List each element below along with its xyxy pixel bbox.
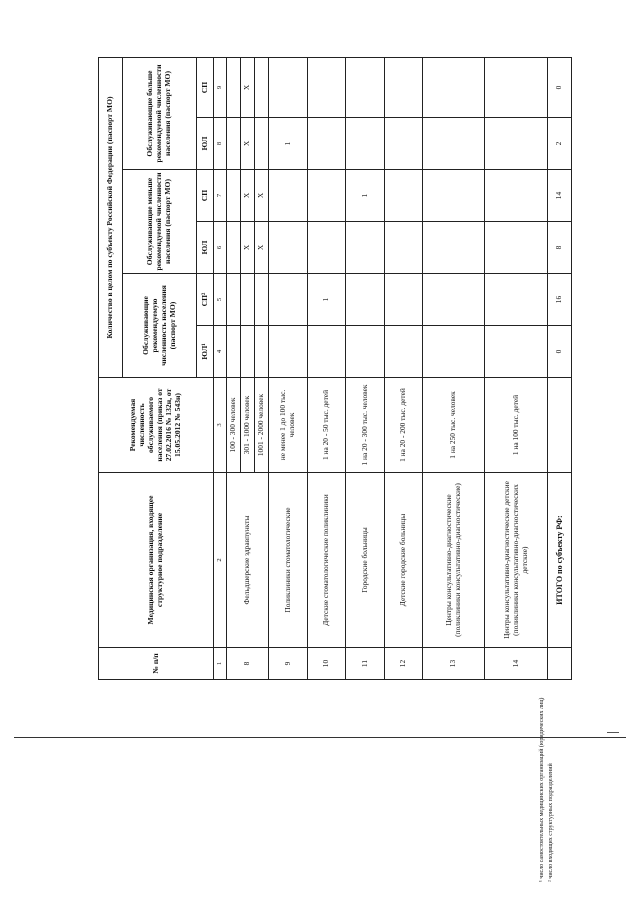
medical-organizations-table (98, 57, 572, 680)
row-norm: 1 на 100 тыс. детей (485, 378, 547, 473)
header-serving-recommended: Обслуживающие рекомендуемую численность населения (паспорт МО) (123, 274, 197, 378)
table-row (269, 58, 307, 680)
total-value: 2 (547, 118, 571, 170)
header-recommended-population: Рекомендуемая численность обслуживаемого населения (приказ от 27.02.2016 № 132н, от 15.05.2012 № 543н) (99, 378, 214, 473)
total-row (547, 58, 571, 680)
row-norm: 1 на 20 - 200 тыс. детей (384, 378, 422, 473)
header-yul: ЮЛ (197, 118, 214, 170)
row-organization: Центры консультативно-диагностические детские (поликлиники консультативно-диагностических детские) (485, 473, 547, 648)
header-total-by-region: Количество в целом по субъекту Российской Федерации (паспорт МО) (99, 58, 123, 378)
total-value: 0 (547, 58, 571, 118)
rotated-table-page (98, 58, 572, 680)
total-label: ИТОГО по субъекту РФ: (547, 473, 571, 648)
row-organization: Детские стоматологические поликлиники (307, 473, 345, 648)
cell-x: X (241, 118, 255, 170)
column-number: 2 (214, 473, 227, 648)
cell-x: X (241, 222, 255, 274)
total-value: 8 (547, 222, 571, 274)
header-sp2: СП² (197, 274, 214, 326)
cell-value: 1 (269, 118, 307, 170)
row-organization: Центры консультативно-диагностические (поликлиники консультативно-диагностические) (423, 473, 485, 648)
table-row (307, 58, 345, 680)
column-number: 5 (214, 274, 227, 326)
column-number: 3 (214, 378, 227, 473)
cell-value: 1 (307, 274, 345, 326)
row-organization: Детские городские больницы (384, 473, 422, 648)
header-sp: СП (197, 170, 214, 222)
row-number: 14 (485, 648, 547, 680)
row-organization: Поликлиники стоматологические (269, 473, 307, 648)
column-number-row (214, 58, 227, 680)
column-number: 9 (214, 58, 227, 118)
row-number: 10 (307, 648, 345, 680)
row-norm: 1 на 250 тыс. человек (423, 378, 485, 473)
header-sp: СП (197, 58, 214, 118)
table-row (227, 58, 241, 680)
total-value: 0 (547, 326, 571, 378)
footnotes (539, 682, 575, 892)
page-separator-line (14, 737, 626, 738)
cell-x: X (241, 170, 255, 222)
column-number: 1 (214, 648, 227, 680)
row-number: 9 (269, 648, 307, 680)
footnote-1: ¹ число самостоятельных медицинских организаций (юридических лиц) (539, 697, 545, 882)
table-row (384, 58, 422, 680)
separator-mark (607, 732, 619, 733)
header-serving-more: Обслуживающие больше рекомендуемой численности населения (паспорт МО) (123, 58, 197, 170)
header-serving-less: Обслуживающие меньше рекомендуемой численности населения (паспорт МО) (123, 170, 197, 274)
row-organization: Фельдшерские здравпункты (227, 473, 269, 648)
row-number: 13 (423, 648, 485, 680)
row-norm: 1001 - 2000 человек (255, 378, 269, 473)
header-yul1: ЮЛ¹ (197, 326, 214, 378)
column-number: 8 (214, 118, 227, 170)
header-number: № п/п (99, 648, 214, 680)
cell-x: X (255, 222, 269, 274)
column-number: 7 (214, 170, 227, 222)
row-number: 12 (384, 648, 422, 680)
row-norm: 100 - 300 человек (227, 378, 241, 473)
row-number: 11 (346, 648, 384, 680)
table-row (485, 58, 547, 680)
row-number: 8 (227, 648, 269, 680)
total-value: 14 (547, 170, 571, 222)
row-norm: 301 - 1000 человек (241, 378, 255, 473)
row-norm: не менее 1 до 100 тыс. человек (269, 378, 307, 473)
row-norm: 1 на 20 - 300 тыс. человек (346, 378, 384, 473)
row-organization: Городские больницы (346, 473, 384, 648)
column-number: 6 (214, 222, 227, 274)
table-row (423, 58, 485, 680)
footnote-2: ² число входящих структурных подразделений (548, 763, 554, 882)
row-norm: 1 на 20 - 50 тыс. детей (307, 378, 345, 473)
column-number: 4 (214, 326, 227, 378)
header-organization: Медицинская организация, входящее структурное подразделение (99, 473, 214, 648)
header-yul: ЮЛ (197, 222, 214, 274)
cell-x: X (241, 58, 255, 118)
total-value: 16 (547, 274, 571, 326)
cell-value: 1 (346, 170, 384, 222)
table-row (346, 58, 384, 680)
cell-x: X (255, 170, 269, 222)
